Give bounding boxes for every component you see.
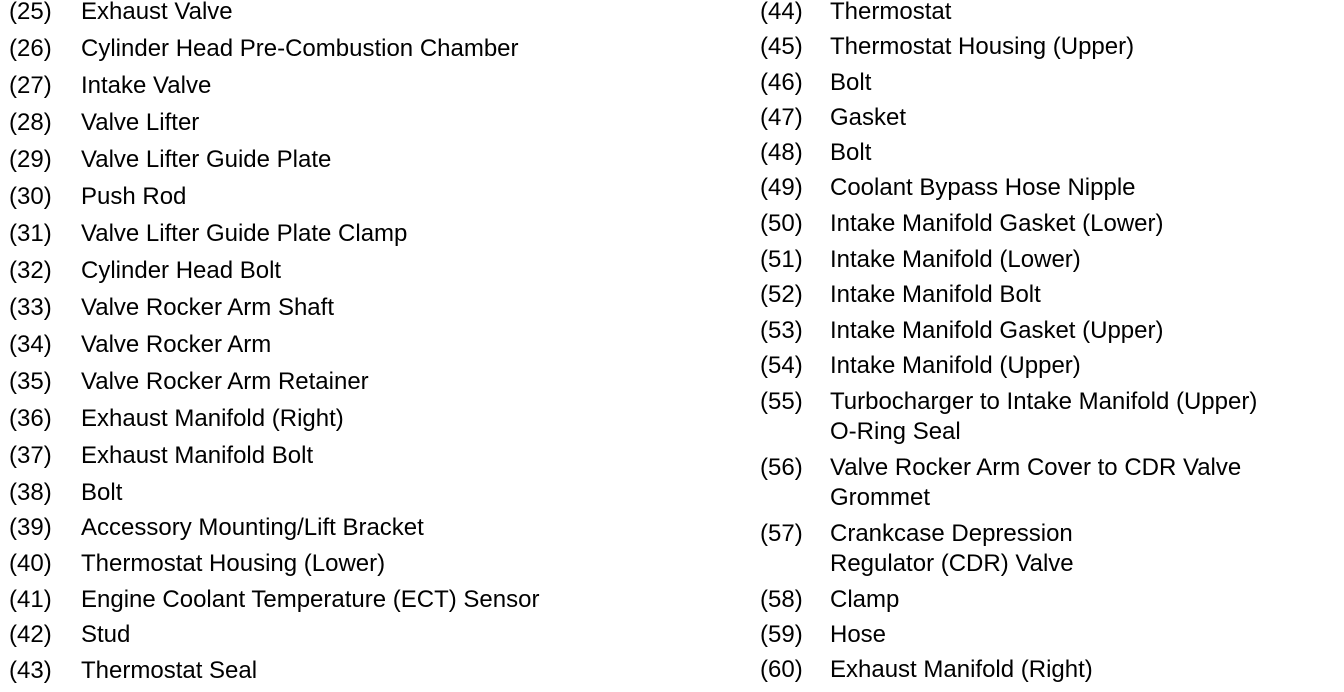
item-number: (32) xyxy=(9,257,52,284)
item-number: (39) xyxy=(9,514,52,541)
item-label: Intake Valve xyxy=(81,72,212,99)
item-label: Cylinder Head Pre-Combustion Chamber xyxy=(81,35,519,62)
item-number: (50) xyxy=(760,210,803,237)
item-label: Gasket xyxy=(830,104,907,131)
item-number: (28) xyxy=(9,109,52,136)
item-label: Valve Rocker Arm Shaft xyxy=(81,294,334,321)
item-label: Thermostat Seal xyxy=(81,657,258,684)
item-label: Thermostat xyxy=(830,0,952,25)
item-label: Exhaust Manifold (Right) xyxy=(81,405,344,432)
item-label: Intake Manifold Bolt xyxy=(830,281,1041,308)
item-label: Bolt xyxy=(81,479,123,506)
item-number: (58) xyxy=(760,586,803,613)
item-number: (48) xyxy=(760,139,803,166)
item-number: (56) xyxy=(760,454,803,481)
item-number: (59) xyxy=(760,621,803,648)
item-label: Coolant Bypass Hose Nipple xyxy=(830,174,1136,201)
item-number: (54) xyxy=(760,352,803,379)
item-label: Exhaust Manifold (Right) xyxy=(830,656,1093,683)
item-number: (44) xyxy=(760,0,803,25)
item-number: (46) xyxy=(760,69,803,96)
item-number: (53) xyxy=(760,317,803,344)
item-label: Hose xyxy=(830,621,887,648)
item-number: (45) xyxy=(760,33,803,60)
item-label-line1: Valve Rocker Arm Cover to CDR Valve xyxy=(830,454,1242,481)
item-label: Stud xyxy=(81,621,131,648)
item-number: (55) xyxy=(760,388,803,415)
item-label xyxy=(830,387,1257,447)
item-number: (41) xyxy=(9,586,52,613)
item-number: (27) xyxy=(9,72,52,99)
item-number: (30) xyxy=(9,183,52,210)
item-number: (25) xyxy=(9,0,52,25)
item-label-line2: Grommet xyxy=(830,484,931,511)
item-label-line1: Turbocharger to Intake Manifold (Upper) xyxy=(830,388,1258,415)
item-label: Push Rod xyxy=(81,183,187,210)
item-label-line2: O-Ring Seal xyxy=(830,418,961,445)
item-number: (49) xyxy=(760,174,803,201)
item-number: (31) xyxy=(9,220,52,247)
item-number: (57) xyxy=(760,520,803,547)
item-label: Bolt xyxy=(830,139,872,166)
item-label: Bolt xyxy=(830,69,872,96)
item-number: (37) xyxy=(9,442,52,469)
item-label: Intake Manifold (Lower) xyxy=(830,246,1081,273)
item-label: Valve Lifter xyxy=(81,109,200,136)
item-number: (51) xyxy=(760,246,803,273)
item-label: Intake Manifold Gasket (Lower) xyxy=(830,210,1164,237)
item-label: Intake Manifold (Upper) xyxy=(830,352,1081,379)
item-number: (42) xyxy=(9,621,52,648)
item-label xyxy=(830,453,1241,513)
item-number: (47) xyxy=(760,104,803,131)
item-label: Engine Coolant Temperature (ECT) Sensor xyxy=(81,586,540,613)
item-label: Valve Rocker Arm xyxy=(81,331,272,358)
item-label: Exhaust Valve xyxy=(81,0,233,25)
item-label-line1: Crankcase Depression xyxy=(830,520,1073,547)
item-number: (43) xyxy=(9,657,52,684)
item-label: Valve Rocker Arm Retainer xyxy=(81,368,369,395)
item-number: (40) xyxy=(9,550,52,577)
item-label xyxy=(830,519,1074,579)
item-label-line2: Regulator (CDR) Valve xyxy=(830,550,1074,577)
item-label: Accessory Mounting/Lift Bracket xyxy=(81,514,424,541)
item-number: (29) xyxy=(9,146,52,173)
item-label: Clamp xyxy=(830,586,900,613)
item-number: (34) xyxy=(9,331,52,358)
item-label: Intake Manifold Gasket (Upper) xyxy=(830,317,1164,344)
item-number: (38) xyxy=(9,479,52,506)
item-number: (33) xyxy=(9,294,52,321)
item-number: (35) xyxy=(9,368,52,395)
item-label: Cylinder Head Bolt xyxy=(81,257,282,284)
item-label: Exhaust Manifold Bolt xyxy=(81,442,314,469)
item-label: Valve Lifter Guide Plate xyxy=(81,146,332,173)
item-number: (26) xyxy=(9,35,52,62)
item-number: (52) xyxy=(760,281,803,308)
item-label: Valve Lifter Guide Plate Clamp xyxy=(81,220,408,247)
item-label: Thermostat Housing (Upper) xyxy=(830,33,1135,60)
item-number: (60) xyxy=(760,656,803,683)
item-number: (36) xyxy=(9,405,52,432)
item-label: Thermostat Housing (Lower) xyxy=(81,550,386,577)
